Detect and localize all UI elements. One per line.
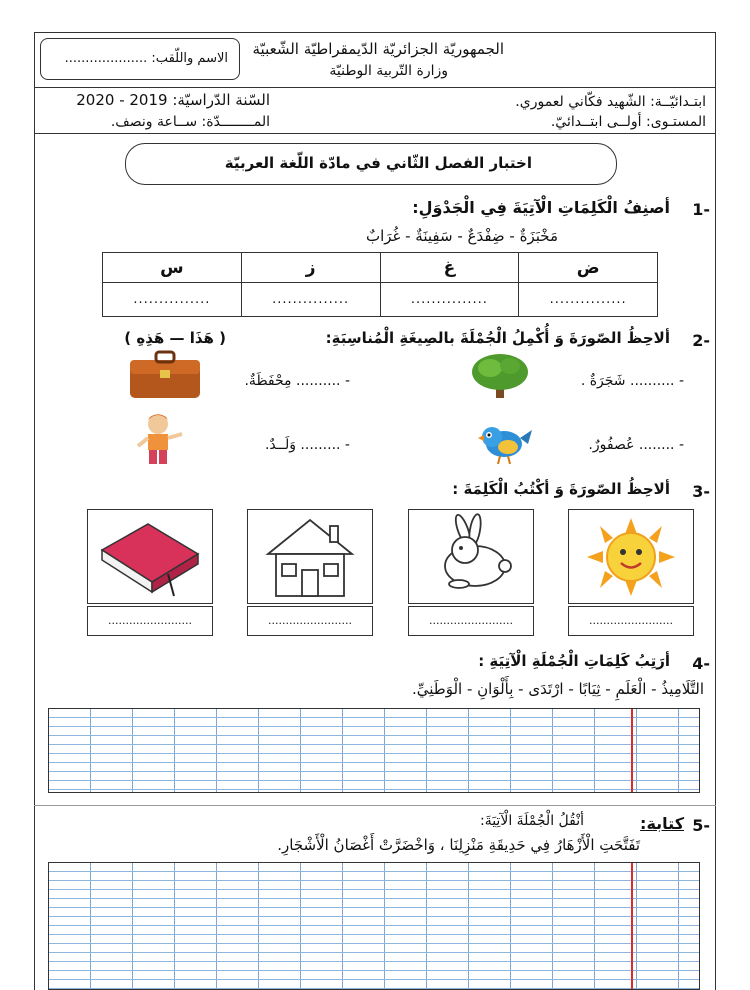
- answer-cell[interactable]: ...............: [103, 283, 242, 317]
- q2-number: -2: [692, 331, 710, 350]
- sun-answer-box[interactable]: ........................: [568, 606, 694, 636]
- q2-item-bird: - ........ عُصفُورٌ.: [588, 437, 684, 453]
- answer-cell[interactable]: ...............: [380, 283, 519, 317]
- name-label: الاسم واللّقب: ....................: [64, 51, 228, 66]
- rabbit-picture: [408, 509, 534, 604]
- q1-prompt: أصنِفُ الْكَلِمَاتِ الْآتِيَةَ فِي الْجَدْوَلِ:: [412, 198, 670, 217]
- republic-text: الجمهوريّة الجزائريّة الدّيمقراطيّة الشّعبيّة: [252, 40, 504, 58]
- answer-cell[interactable]: ...............: [241, 283, 380, 317]
- q5-sentence: تَفَتَّحَتِ الْأَزْهَارُ فِي حَدِيقَةِ مَنْزِلِنَا ، وَاخْضَرَّتْ أَغْصَانُ الْأَشْجَارِ.: [277, 836, 640, 854]
- q5-divider: [34, 805, 716, 806]
- house-icon: [248, 510, 372, 603]
- column-sin: س: [103, 253, 242, 283]
- q1-number: -1: [692, 200, 710, 219]
- q2-item-tree: - .......... شَجَرَةٌ .: [580, 373, 684, 389]
- school-year: السّنة الدّراسيّة: 2019 - 2020: [76, 91, 270, 109]
- margin-line: [631, 709, 633, 792]
- answer-cell[interactable]: ...............: [519, 283, 658, 317]
- school-name: ابتـدائيّــة: الشّهيد فكّاني لعموري.: [515, 94, 706, 110]
- rabbit-icon: [409, 510, 533, 603]
- house-answer-box[interactable]: ........................: [247, 606, 373, 636]
- boy-icon: [128, 412, 194, 468]
- column-ghayn: غ: [380, 253, 519, 283]
- q2-options: ( هَذَا — هَذِهِ ): [124, 329, 226, 347]
- q2-item-boy: - ......... وَلَــدٌ.: [264, 437, 350, 453]
- classification-table: [102, 252, 658, 317]
- margin-line: [631, 863, 633, 989]
- q3-number: -3: [692, 482, 710, 501]
- q2-item-bag: - .......... مِحْفَظَةٌ.: [244, 373, 350, 389]
- sun-icon: [569, 510, 693, 603]
- q5-number: -5: [692, 816, 710, 835]
- q4-writing-area[interactable]: [48, 708, 700, 793]
- ministry-text: وزارة التّربية الوطنيّة: [329, 63, 448, 79]
- exam-title: اختبار الفصل الثّاني في مادّة اللّغة العربيّة: [224, 154, 532, 172]
- schoolbag-icon: [128, 350, 202, 400]
- q4-words: التَّلَامِيذُ - الْعَلَمِ - ثِيَابًا - ارْتَدَى - بِأَلْوَانِ - الْوَطَنِيِّ.: [411, 680, 704, 698]
- q1-words: مَخْبَزَةٌ - ضِفْدَعٌ - سَفِينَةٌ - غُرَابٌ: [365, 227, 558, 245]
- rabbit-answer-box[interactable]: ........................: [408, 606, 534, 636]
- level-text: المستـوى: أولــى ابتــدائيّ.: [550, 114, 706, 130]
- bird-icon: [470, 420, 534, 466]
- book-icon: [88, 510, 212, 603]
- tree-icon: [470, 352, 530, 400]
- q4-prompt: أرَتِبُ كَلِمَاتِ الْجُمْلَةِ الْآتِيَةِ :: [478, 652, 670, 670]
- column-zay: ز: [241, 253, 380, 283]
- book-picture: [87, 509, 213, 604]
- q4-number: -4: [692, 654, 710, 673]
- q5-writing-area[interactable]: [48, 862, 700, 990]
- column-dad: ض: [519, 253, 658, 283]
- sun-picture: [568, 509, 694, 604]
- info-divider: [34, 133, 716, 134]
- header-divider: [34, 87, 716, 88]
- house-picture: [247, 509, 373, 604]
- q5-prompt: أنْقُلُ الْجُمْلَةَ الْآتِيَةَ:: [479, 813, 584, 829]
- q5-label: كتابة:: [640, 814, 684, 833]
- book-answer-box[interactable]: ........................: [87, 606, 213, 636]
- duration-text: المــــــــدّة: ســاعة ونصف.: [110, 114, 270, 130]
- q3-prompt: ألاحِظُ الصّورَةَ وَ أكْتُبُ الْكَلِمَةَ :: [452, 480, 670, 498]
- q2-prompt: ألاحِظُ الصّورَةَ وَ أُكْمِلُ الْجُمْلَةَ بالصِيغَةِ الْمُناسِبَةِ:: [325, 329, 670, 347]
